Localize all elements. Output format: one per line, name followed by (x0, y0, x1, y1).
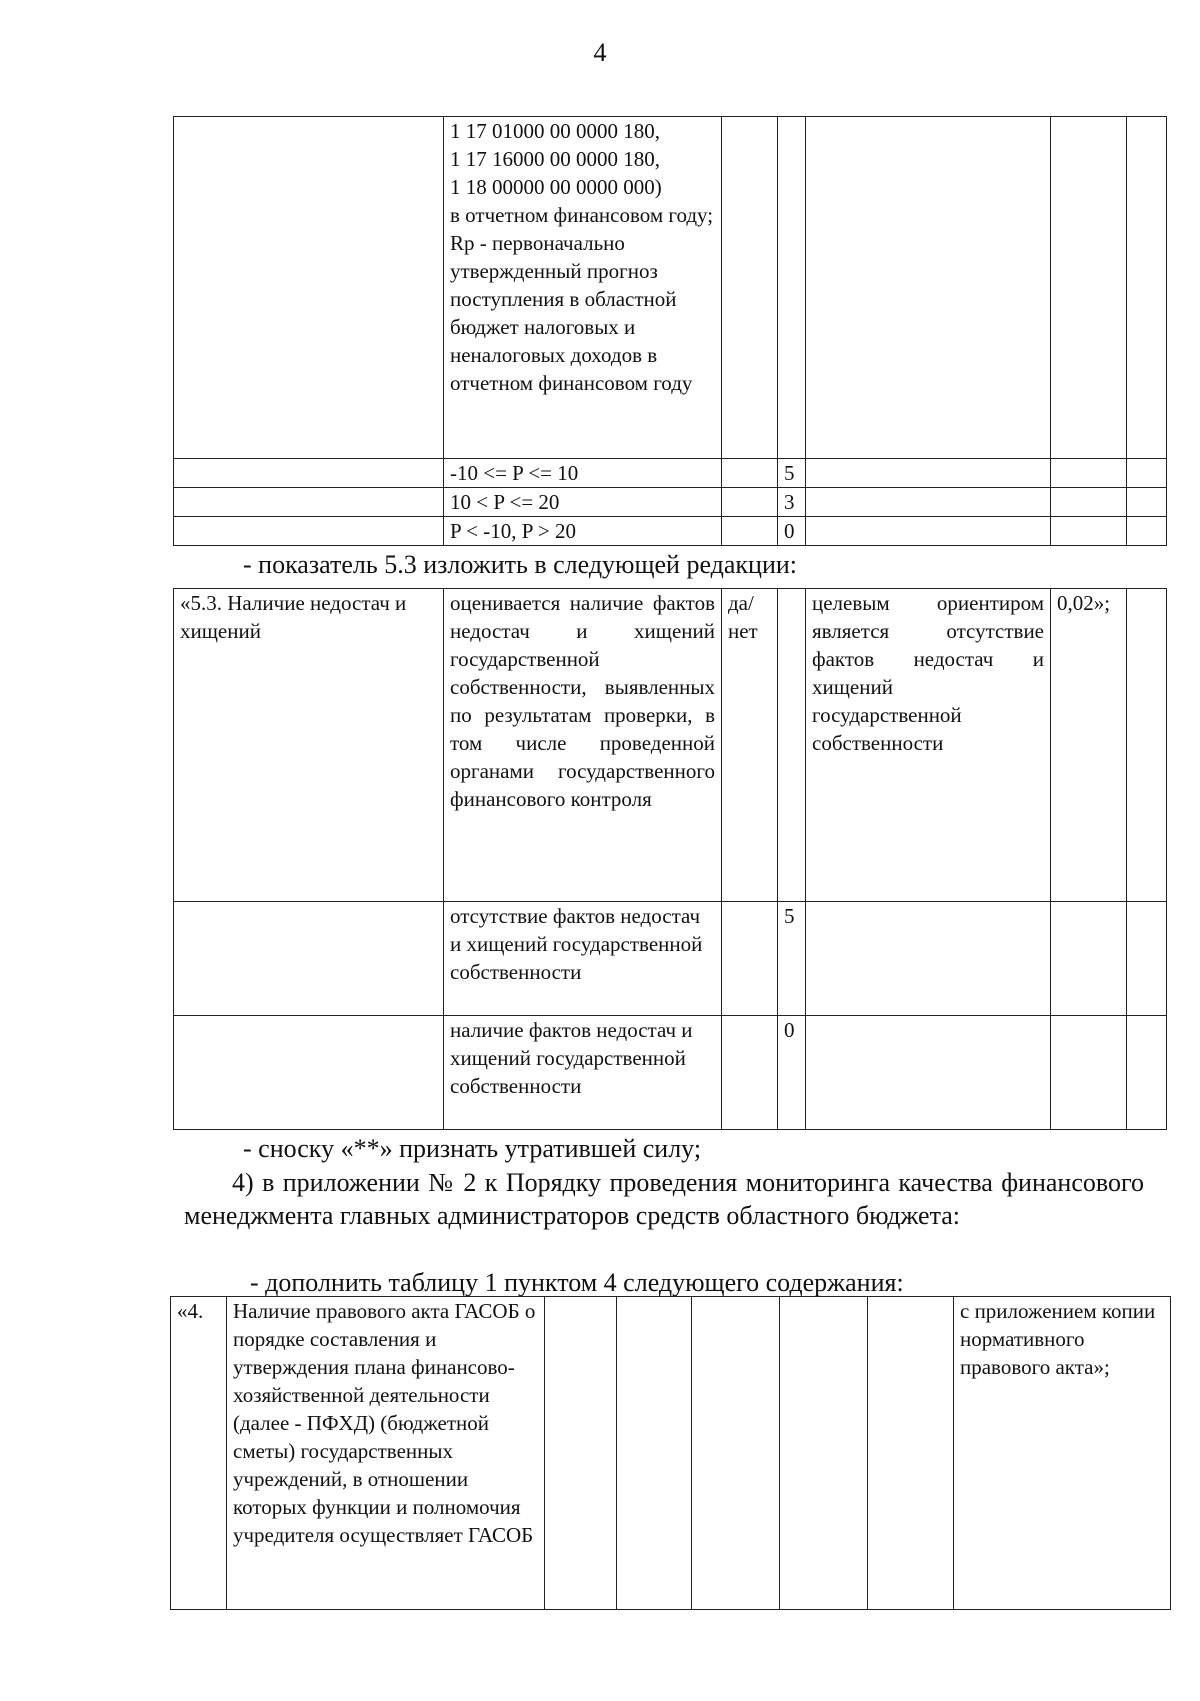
paragraph-footnote: - сноску «**» признать утратившей силу; (243, 1134, 702, 1163)
item-number: «4. (171, 1297, 227, 1610)
score-cell: 5 (778, 459, 806, 488)
paragraph-indicator-5-3: - показатель 5.3 изложить в следующей редакции: (243, 550, 798, 579)
item-text: Наличие правового акта ГАСОБ о порядке составления и утверждения плана финансово-хозяйственной деятельности (далее - ПФХД) (бюджетной сметы) государственных учреждений, в отношении которых функции и полномочия учредителя осуществляет ГАСОБ (227, 1297, 545, 1610)
indicator-description: оценивается наличие фактов недостач и хищений государственной собственности, выявленных по результатам проверки, в том числе проведенной органами государственного финансового контроля (444, 589, 722, 902)
condition-cell: -10 <= P <= 10 (444, 459, 722, 488)
condition-cell: 10 < P <= 20 (444, 488, 722, 517)
table-1-item-4 (170, 1296, 1171, 1610)
score-cell: 3 (778, 488, 806, 517)
indicator-unit: да/ нет (722, 589, 778, 902)
paragraph-appendix-2 (184, 1166, 1144, 1232)
empty-cell (806, 117, 1051, 459)
table-row (174, 459, 1167, 488)
empty-cell (722, 117, 778, 459)
paragraph-appendix-text: 4) в приложении № 2 к Порядку проведения мониторинга качества финансового менеджмента главных администраторов средств областного бюджета: (184, 1168, 1144, 1230)
condition-cell: P < -10, P > 20 (444, 517, 722, 546)
score-cell: 5 (778, 902, 806, 1016)
table-row (174, 589, 1167, 902)
table-indicator-continuation (173, 116, 1167, 546)
paragraph-add-item-4: - дополнить таблицу 1 пунктом 4 следующего содержания: (250, 1268, 904, 1297)
condition-cell: отсутствие фактов недостач и хищений государственной собственности (444, 902, 722, 1016)
indicator-weight: 0,02»; (1051, 589, 1127, 902)
empty-cell (174, 117, 444, 459)
item-note: с приложением копии нормативного правового акта»; (954, 1297, 1171, 1610)
table-row (174, 902, 1167, 1016)
table-row (171, 1297, 1171, 1610)
condition-cell: наличие фактов недостач и хищений государственной собственности (444, 1016, 722, 1130)
page-number: 4 (593, 38, 607, 67)
indicator-target: целевым ориентиром является отсутствие фактов недостач и хищений государственной собственности (806, 589, 1051, 902)
table-indicator-5-3 (173, 588, 1167, 1130)
empty-cell (1051, 117, 1127, 459)
table-row (174, 1016, 1167, 1130)
empty-cell (1127, 117, 1167, 459)
indicator-formula-description: 1 17 01000 00 0000 180, 1 17 16000 00 0000 180, 1 18 00000 00 0000 000) в отчетном финансовом году; Rp - первоначально утвержденный прогноз поступления в областной бюджет налоговых и неналоговых доходов в отчетном финансовом году (444, 117, 722, 459)
score-cell: 0 (778, 517, 806, 546)
empty-cell (778, 117, 806, 459)
table-row (174, 488, 1167, 517)
indicator-name: «5.3. Наличие недостач и хищений (174, 589, 444, 902)
table-row (174, 517, 1167, 546)
score-cell: 0 (778, 1016, 806, 1130)
